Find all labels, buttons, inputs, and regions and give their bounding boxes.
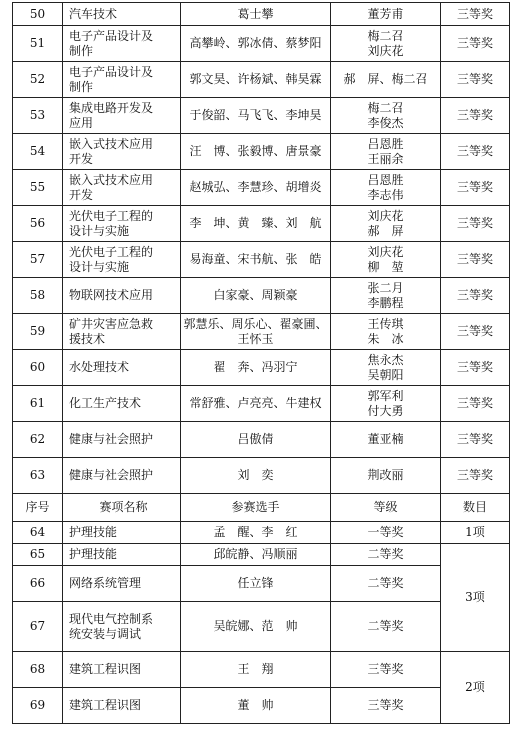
award-level [441, 26, 510, 62]
award-level-text: 二等奖 [367, 576, 404, 590]
table-row [13, 422, 510, 458]
event-name-text: 现代电气控制系 [69, 611, 154, 626]
award-level [441, 134, 510, 170]
award-level-text: 三等奖 [456, 468, 493, 482]
event-name [63, 566, 181, 602]
award-count [441, 544, 510, 652]
event-name [63, 422, 181, 458]
table-row [13, 314, 510, 350]
coaches [331, 3, 441, 26]
row-number [13, 26, 63, 62]
award-level-text: 三等奖 [456, 324, 493, 338]
award-level-text: 二等奖 [367, 547, 404, 561]
row-number-text: 55 [29, 180, 46, 194]
coaches [331, 458, 441, 494]
award-level [331, 688, 441, 724]
table-row [13, 62, 510, 98]
participants [181, 688, 331, 724]
participants-text: 高攀岭、郭冰倩、蔡梦阳 [189, 36, 322, 50]
event-name [63, 242, 181, 278]
event-name-text: 制作 [69, 43, 94, 58]
award-level [441, 98, 510, 134]
event-name-text: 健康与社会照护 [69, 468, 154, 482]
award-level [441, 278, 510, 314]
coaches-text: 李鹏程 [367, 295, 404, 310]
row-number-text: 51 [29, 36, 46, 50]
participants-text: 葛士攀 [237, 6, 274, 21]
event-name-text: 集成电路开发及 [69, 100, 154, 115]
participants [181, 522, 331, 544]
table-row [13, 3, 510, 26]
coaches-text: 李俊杰 [367, 115, 404, 130]
coaches [331, 170, 441, 206]
coaches [331, 386, 441, 422]
participants [181, 566, 331, 602]
table-row [13, 134, 510, 170]
participants-text: 刘 奕 [237, 468, 274, 482]
award-count [441, 522, 510, 544]
event-name-text: 网络系统管理 [69, 576, 142, 590]
event-name-text: 嵌入式技术应用 [69, 136, 154, 151]
event-name-text: 嵌入式技术应用 [69, 172, 154, 187]
coaches-text: 董芳甫 [367, 6, 404, 21]
table-row [13, 98, 510, 134]
event-name [63, 98, 181, 134]
event-name-text: 应用 [69, 115, 94, 130]
award-level-text: 三等奖 [456, 216, 493, 230]
participants [181, 602, 331, 652]
row-number [13, 314, 63, 350]
participants-text: 翟 奔、冯羽宁 [213, 360, 298, 374]
table-row [13, 458, 510, 494]
award-level [441, 422, 510, 458]
coaches [331, 206, 441, 242]
coaches [331, 422, 441, 458]
participants-text: 吴皖娜、范 帅 [213, 619, 298, 633]
participants [181, 170, 331, 206]
row-number-text: 63 [29, 468, 46, 482]
event-name [63, 458, 181, 494]
row-number-text: 66 [29, 576, 46, 590]
award-level [331, 602, 441, 652]
coaches-text: 刘庆花 [367, 208, 404, 223]
participants [181, 350, 331, 386]
coaches-text: 刘庆花 [367, 43, 404, 58]
event-name [63, 522, 181, 544]
coaches-text: 郭军利 [367, 388, 404, 403]
event-name-text: 设计与实施 [69, 259, 130, 274]
header-event [63, 494, 181, 522]
event-name-text: 电子产品设计及 [69, 28, 154, 43]
award-level [441, 62, 510, 98]
participants [181, 422, 331, 458]
table-row [13, 522, 510, 544]
event-name-text: 开发 [69, 187, 94, 202]
row-number [13, 544, 63, 566]
row-number [13, 602, 63, 652]
award-level [331, 566, 441, 602]
row-number [13, 652, 63, 688]
table-row [13, 170, 510, 206]
award-level-text: 三等奖 [456, 36, 493, 50]
event-name-text: 统安装与调试 [69, 626, 142, 641]
event-name-text: 护理技能 [69, 525, 118, 539]
row-number [13, 386, 63, 422]
participants-text: 任立锋 [237, 576, 274, 590]
table-row [13, 26, 510, 62]
participants [181, 3, 331, 26]
event-name [63, 62, 181, 98]
event-name [63, 544, 181, 566]
coaches [331, 242, 441, 278]
event-name [63, 386, 181, 422]
row-number-text: 60 [29, 360, 46, 374]
award-level [331, 522, 441, 544]
row-number-text: 69 [29, 698, 46, 712]
row-number-text: 67 [29, 619, 46, 633]
coaches-text: 梅二召 [367, 28, 404, 43]
award-level-text: 三等奖 [456, 72, 493, 86]
table-row [13, 602, 510, 652]
participants [181, 652, 331, 688]
row-number-text: 56 [29, 216, 46, 230]
row-number-text: 64 [29, 525, 46, 539]
participants-text: 于俊韶、马飞飞、李坤昊 [189, 108, 322, 122]
section-header-row [13, 494, 510, 522]
table-row [13, 544, 510, 566]
header-number [13, 494, 63, 522]
row-number [13, 688, 63, 724]
coaches-text: 吴朝阳 [367, 367, 404, 382]
header-number-text: 序号 [25, 500, 50, 514]
coaches-text: 王传琪 [367, 316, 404, 331]
event-name [63, 170, 181, 206]
event-name-text: 物联网技术应用 [69, 288, 154, 302]
row-number [13, 206, 63, 242]
table-row [13, 242, 510, 278]
event-name [63, 26, 181, 62]
event-name [63, 134, 181, 170]
participants [181, 314, 331, 350]
participants-text: 王怀玉 [237, 331, 274, 346]
award-level [441, 3, 510, 26]
award-level-text: 三等奖 [456, 180, 493, 194]
participants-text: 白家豪、周颖豪 [213, 288, 298, 302]
participants [181, 26, 331, 62]
participants [181, 544, 331, 566]
table-row [13, 278, 510, 314]
header-participants-text: 参赛选手 [231, 500, 280, 514]
row-number-text: 50 [29, 6, 46, 21]
row-number [13, 566, 63, 602]
coaches-text: 王丽余 [367, 151, 404, 166]
row-number [13, 458, 63, 494]
row-number [13, 170, 63, 206]
header-count-text: 数目 [462, 500, 487, 514]
coaches [331, 278, 441, 314]
table-row [13, 652, 510, 688]
coaches [331, 350, 441, 386]
row-number-text: 62 [29, 432, 46, 446]
row-number-text: 54 [29, 144, 46, 158]
award-level-text: 三等奖 [456, 396, 493, 410]
row-number [13, 278, 63, 314]
participants [181, 278, 331, 314]
participants-text: 邱皖静、冯顺丽 [213, 547, 298, 561]
coaches [331, 62, 441, 98]
participants [181, 62, 331, 98]
row-number [13, 98, 63, 134]
table-row [13, 386, 510, 422]
participants [181, 98, 331, 134]
coaches [331, 26, 441, 62]
header-count [441, 494, 510, 522]
row-number [13, 62, 63, 98]
event-name [63, 278, 181, 314]
award-level-text: 三等奖 [456, 288, 493, 302]
table-row [13, 206, 510, 242]
row-number [13, 422, 63, 458]
event-name-text: 电子产品设计及 [69, 64, 154, 79]
award-level [441, 458, 510, 494]
event-name-text: 开发 [69, 151, 94, 166]
coaches-text: 董亚楠 [367, 432, 404, 446]
participants [181, 386, 331, 422]
award-level-text: 三等奖 [367, 662, 404, 676]
event-name [63, 314, 181, 350]
participants-text: 董 帅 [237, 698, 274, 712]
participants [181, 206, 331, 242]
award-level [331, 544, 441, 566]
row-number [13, 3, 63, 26]
event-name-text: 健康与社会照护 [69, 432, 154, 446]
award-level-text: 三等奖 [456, 360, 493, 374]
event-name [63, 652, 181, 688]
event-name-text: 设计与实施 [69, 223, 130, 238]
coaches-text: 付大勇 [367, 403, 404, 418]
award-level-text: 三等奖 [456, 108, 493, 122]
participants-text: 孟 醒、李 红 [213, 525, 298, 539]
award-level-text: 二等奖 [367, 619, 404, 633]
participants-text: 郭慧乐、周乐心、翟豪圃、 [183, 316, 328, 331]
event-name-text: 汽车技术 [69, 6, 118, 21]
row-number [13, 134, 63, 170]
award-count-text: 2项 [465, 680, 485, 694]
participants-text: 常舒雅、卢亮亮、牛建权 [189, 396, 322, 410]
event-name-text: 制作 [69, 79, 94, 94]
event-name-text: 化工生产技术 [69, 396, 142, 410]
event-name-text: 矿井灾害应急救 [69, 316, 154, 331]
award-level-text: 三等奖 [456, 6, 493, 21]
coaches-text: 吕恩胜 [367, 172, 404, 187]
award-level [441, 206, 510, 242]
table-row [13, 350, 510, 386]
row-number-text: 68 [29, 662, 46, 676]
award-level-text: 三等奖 [456, 144, 493, 158]
event-name-text: 水处理技术 [69, 360, 130, 374]
event-name [63, 688, 181, 724]
event-name [63, 3, 181, 26]
event-name-text: 光伏电子工程的 [69, 208, 154, 223]
award-level [441, 314, 510, 350]
participants-text: 赵城弘、李慧珍、胡增炎 [189, 180, 322, 194]
coaches-text: 张二月 [367, 280, 404, 295]
participants-text: 郭文昊、许杨斌、韩昊霖 [189, 72, 322, 86]
header-participants [181, 494, 331, 522]
event-name [63, 602, 181, 652]
coaches-text: 朱 冰 [367, 331, 404, 346]
coaches-text: 焦永杰 [367, 352, 404, 367]
award-level [331, 652, 441, 688]
award-level-text: 三等奖 [367, 698, 404, 712]
table-row [13, 566, 510, 602]
participants [181, 242, 331, 278]
coaches [331, 314, 441, 350]
table-row [13, 688, 510, 724]
participants [181, 134, 331, 170]
row-number-text: 58 [29, 288, 46, 302]
award-level-text: 一等奖 [367, 525, 404, 539]
participants-text: 李 坤、黄 臻、刘 航 [189, 216, 322, 230]
coaches-text: 吕恩胜 [367, 136, 404, 151]
award-level-text: 三等奖 [456, 252, 493, 266]
award-level [441, 242, 510, 278]
row-number [13, 522, 63, 544]
event-name-text: 援技术 [69, 331, 106, 346]
event-name-text: 建筑工程识图 [69, 698, 142, 712]
row-number-text: 52 [29, 72, 46, 86]
event-name [63, 350, 181, 386]
coaches-text: 刘庆花 [367, 244, 404, 259]
row-number-text: 65 [29, 547, 46, 561]
participants-text: 王 翔 [237, 662, 274, 676]
row-number [13, 350, 63, 386]
coaches-text: 梅二召 [367, 100, 404, 115]
coaches-text: 柳 堃 [367, 259, 404, 274]
row-number-text: 59 [29, 324, 46, 338]
coaches-text: 郝 屏 [367, 223, 404, 238]
event-name [63, 206, 181, 242]
row-number [13, 242, 63, 278]
award-level [441, 386, 510, 422]
award-count-text: 3项 [465, 590, 485, 604]
coaches [331, 134, 441, 170]
row-number-text: 53 [29, 108, 46, 122]
award-level-text: 三等奖 [456, 432, 493, 446]
participants-text: 汪 博、张毅博、唐景豪 [189, 144, 322, 158]
award-level [441, 170, 510, 206]
participants-text: 易海童、宋书航、张 皓 [189, 252, 322, 266]
coaches-text: 李志伟 [367, 187, 404, 202]
header-level-text: 等级 [373, 500, 398, 514]
header-event-text: 赛项名称 [99, 500, 148, 514]
event-name-text: 光伏电子工程的 [69, 244, 154, 259]
participants-text: 吕傲倩 [237, 432, 274, 446]
awards-table [12, 2, 510, 724]
event-name-text: 护理技能 [69, 547, 118, 561]
coaches-text: 荆改丽 [367, 468, 404, 482]
row-number-text: 61 [29, 396, 46, 410]
award-count-text: 1项 [465, 525, 485, 539]
coaches-text: 郝 屏、梅二召 [343, 72, 428, 86]
event-name-text: 建筑工程识图 [69, 662, 142, 676]
participants [181, 458, 331, 494]
row-number-text: 57 [29, 252, 46, 266]
award-count [441, 652, 510, 724]
coaches [331, 98, 441, 134]
header-level [331, 494, 441, 522]
award-level [441, 350, 510, 386]
